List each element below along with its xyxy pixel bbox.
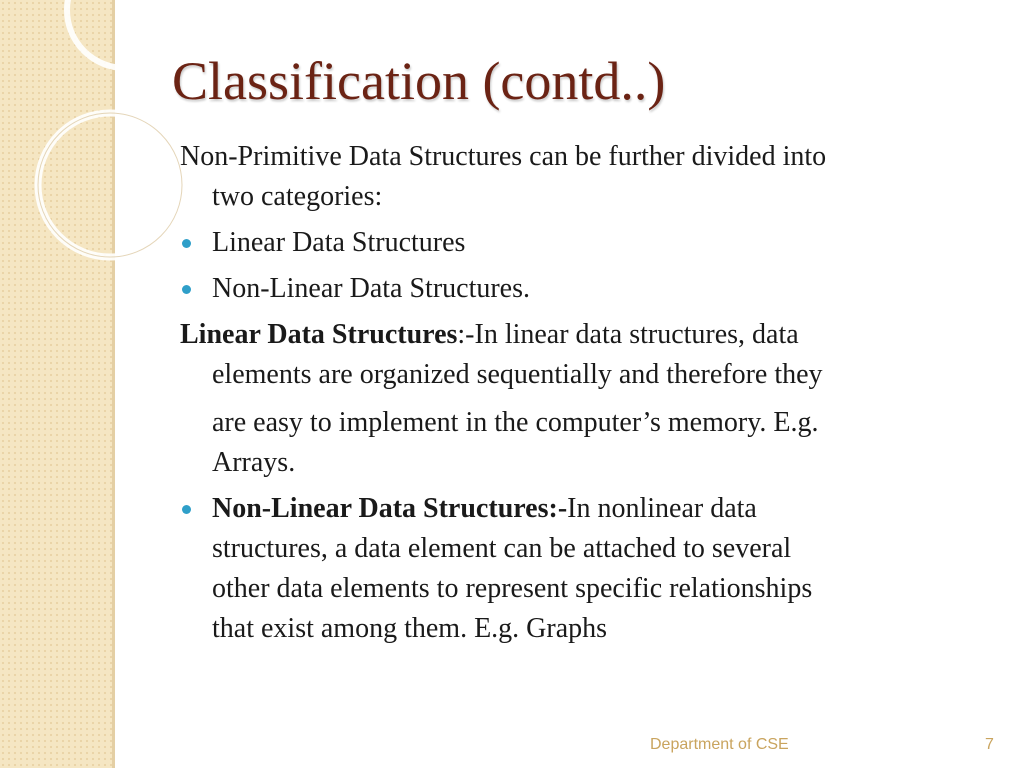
page-number: 7 (985, 736, 994, 753)
bullet-text: Non-Linear Data Structures. (212, 273, 530, 304)
footer-department: Department of CSE (650, 736, 789, 753)
linear-line-1: :-In linear data structures, data (457, 319, 799, 350)
bullet-item (180, 489, 980, 649)
intro-line-2: two categories: (212, 181, 383, 212)
linear-label: Linear Data Structures (180, 319, 458, 350)
nonlinear-line-1: In nonlinear data (567, 493, 757, 524)
bullet-item (180, 223, 980, 263)
linear-line-2: elements are organized sequentially and therefore they (212, 359, 823, 390)
slide-body (180, 137, 980, 649)
slide-title: Classification (contd..) (172, 51, 666, 111)
nonlinear-line-4: that exist among them. E.g. Graphs (212, 613, 608, 644)
linear-paragraph (180, 315, 980, 483)
nonlinear-label: Non-Linear Data Structures:- (212, 493, 568, 524)
bullet-text: Linear Data Structures (212, 227, 466, 258)
nonlinear-line-2: structures, a data element can be attached to several (212, 533, 792, 564)
intro-line-1: Non-Primitive Data Structures can be further divided into (180, 141, 827, 172)
bullet-icon (182, 239, 191, 248)
nonlinear-line-3: other data elements to represent specific relationships (212, 573, 813, 604)
bullet-icon (182, 505, 191, 514)
linear-line-3: are easy to implement in the computer’s memory. E.g. (212, 407, 819, 438)
intro-paragraph (180, 137, 980, 217)
bullet-icon (182, 285, 191, 294)
linear-line-4: Arrays. (212, 447, 296, 478)
bullet-item (180, 269, 980, 309)
